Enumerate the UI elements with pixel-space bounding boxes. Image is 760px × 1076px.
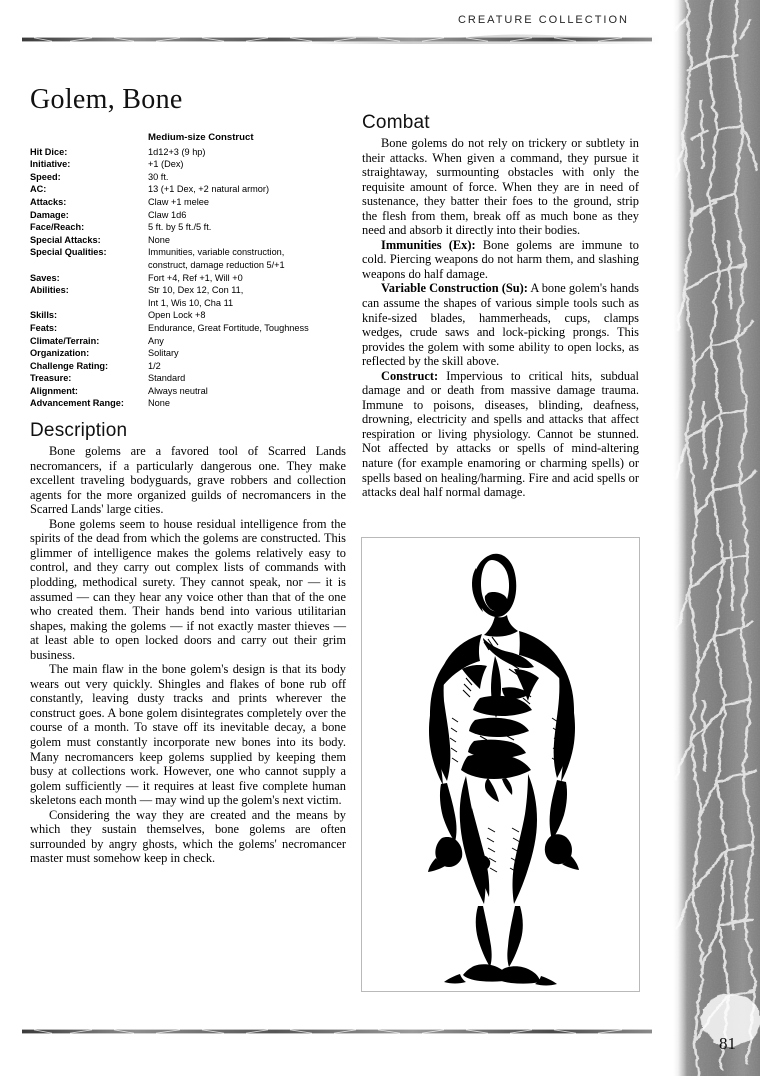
ability-name: Immunities (Ex): [381, 237, 476, 252]
stat-label: Initiative: [30, 159, 71, 170]
stat-row [30, 309, 346, 322]
stat-label: Hit Dice: [30, 146, 68, 157]
stat-value: Standard [148, 373, 186, 384]
stat-row [30, 234, 346, 247]
stat-value: Solitary [148, 348, 179, 359]
stat-value: Claw 1d6 [148, 209, 187, 220]
left-column [30, 84, 346, 866]
stat-row [30, 272, 346, 285]
creature-type-line: Medium-size Construct [148, 132, 254, 143]
stat-row [30, 246, 346, 271]
bone-golem-illustration [361, 537, 640, 992]
stat-label: Abilities: [30, 285, 69, 296]
stat-row [30, 171, 346, 184]
stat-label: Advancement Range: [30, 398, 124, 409]
stat-row [30, 284, 346, 309]
stat-row [30, 397, 346, 410]
stat-label: Alignment: [30, 385, 78, 396]
stat-row [30, 335, 346, 348]
stat-label: Feats: [30, 322, 58, 333]
ability-paragraph [362, 369, 639, 500]
stat-label: Face/Reach: [30, 222, 85, 233]
stat-row [30, 372, 346, 385]
stat-row [30, 322, 346, 335]
page-number: 81 [719, 1034, 736, 1053]
stat-row [30, 183, 346, 196]
ability-name: Construct: [381, 368, 439, 383]
stat-row [30, 385, 346, 398]
stat-label: Climate/Terrain: [30, 335, 100, 346]
footer-rule [22, 1028, 652, 1035]
paragraph: Bone golems do not rely on trickery or subtlety in their attacks. When given a command, they pursue it straightaway, surmounting obstacles with only the requisite amount of force. When they are in need of sustenance, they batter their foes to the ground, strip the flesh from them, break off as much bone as they need and absorb it directly into their bodies. [362, 136, 639, 238]
stat-value: 1/2 [148, 360, 161, 371]
right-column [362, 112, 639, 500]
margin-texture-strip [673, 0, 760, 1076]
stat-label: Special Qualities: [30, 247, 107, 258]
stat-row [30, 146, 346, 159]
stat-row [30, 360, 346, 373]
stat-row [30, 209, 346, 222]
stat-row [30, 221, 346, 234]
stat-value: None [148, 234, 170, 245]
stat-value: Open Lock +8 [148, 310, 206, 321]
stat-label: Special Attacks: [30, 234, 101, 245]
header-rule [22, 36, 652, 43]
ability-paragraph [362, 238, 639, 282]
margin-texture-fade [673, 0, 687, 1076]
stat-value: 5 ft. by 5 ft./5 ft. [148, 222, 212, 233]
ability-name: Variable Construction (Su): [381, 281, 528, 296]
paragraph: Bone golems seem to house residual intelligence from the spirits of the dead from which the golems are constructed. This glimmer of intelligence makes the golems relatively easy to control, and they carry out complex lists of commands with plodding, methodical surety. They cannot speak, nor — it is assumed — can they hear any voice other than that of the one who created them. Their hands bend into various utilitarian shapes, making the golems — if not exactly master thieves — at least able to open locked doors and carry out their grim business. [30, 516, 346, 662]
stat-block [30, 132, 346, 410]
stat-value: Always neutral [148, 385, 208, 396]
stat-value: Fort +4, Ref +1, Will +0 [148, 272, 243, 283]
page-header-title: CREATURE COLLECTION [457, 14, 629, 26]
paragraph: Bone golems are a favored tool of Scarred Lands necromancers, if a particularly dangerous one. They make excellent traveling bodyguards, grave robbers and collection agents for the more organized guilds of necromancers in the Scarred Lands' large cities. [30, 444, 346, 517]
stat-value: +1 (Dex) [148, 159, 184, 170]
ability-text: A bone golem's hands can assume the shapes of various simple tools such as knife-sized blades, hammerheads, cups, clamps wedges, crude saws and lock-picking prongs. This provides the golem with some ability to open locks, as reflected by the skill above. [362, 281, 639, 369]
stat-value: None [148, 398, 170, 409]
stat-row [30, 196, 346, 209]
creature-name: Golem, Bone [30, 84, 183, 115]
stat-label: Challenge Rating: [30, 360, 109, 371]
stat-value: 1d12+3 (9 hp) [148, 146, 206, 157]
stat-value: Str 10, Dex 12, Con 11, Int 1, Wis 10, Cha 11 [148, 285, 244, 308]
stat-label: Organization: [30, 348, 90, 359]
ability-text: Bone golems are immune to cold. Piercing weapons do not harm them, and slashing weapons do half damage. [362, 237, 639, 281]
stat-value: Any [148, 335, 164, 346]
stat-label: Speed: [30, 171, 61, 182]
combat-heading: Combat [362, 112, 430, 133]
stat-label: Saves: [30, 272, 60, 283]
stat-label: AC: [30, 184, 47, 195]
stat-label: Skills: [30, 310, 58, 321]
combat-body [362, 136, 639, 500]
stat-value: 13 (+1 Dex, +2 natural armor) [148, 184, 270, 195]
stat-row [30, 347, 346, 360]
stat-value: Claw +1 melee [148, 196, 210, 207]
stat-value: 30 ft. [148, 171, 169, 182]
description-heading: Description [30, 420, 128, 442]
stat-value: Endurance, Great Fortitude, Toughness [148, 322, 309, 333]
stat-label: Treasure: [30, 373, 72, 384]
description-body [30, 444, 346, 866]
stat-row [30, 158, 346, 171]
ability-paragraph [362, 281, 639, 368]
stat-label: Attacks: [30, 196, 67, 207]
paragraph: Considering the way they are created and the means by which they sustain themselves, bone golems are often surrounded by angry ghosts, which the golems' necromancer master must somehow keep in check. [30, 807, 346, 866]
stat-label: Damage: [30, 209, 69, 220]
paragraph: The main flaw in the bone golem's design is that its body wears out very quickly. Shingles and flakes of bone rub off constantly, leaving dusty tracks and prints wherever the construct goes. A bone golem disintegrates completely over the course of a month. To stave off its inevitable decay, a bone golem must constantly incorporate new bones into its body. Many necromancers keep golems supplied by keeping them busy at collections work. However, one who cannot supply a golem sufficiently — it requires at least five complete human skeletons each month — may wind up the golem's next victim. [30, 662, 346, 808]
stat-value: Immunities, variable construction, construct, damage reduction 5/+1 [148, 247, 285, 270]
ability-text: Impervious to critical hits, subdual damage and or death from massive damage trauma. Immune to poisons, diseases, blinding, deafness, drowning, electricity and spells and attacks that affect respiration or living physiology. Cannot be stunned. Not affected by attacks or spells of mind-altering nature (for example enamoring or charming spells) or spells based on healing/harming. Fire and acid spells or attacks deal half normal damage. [362, 368, 639, 500]
